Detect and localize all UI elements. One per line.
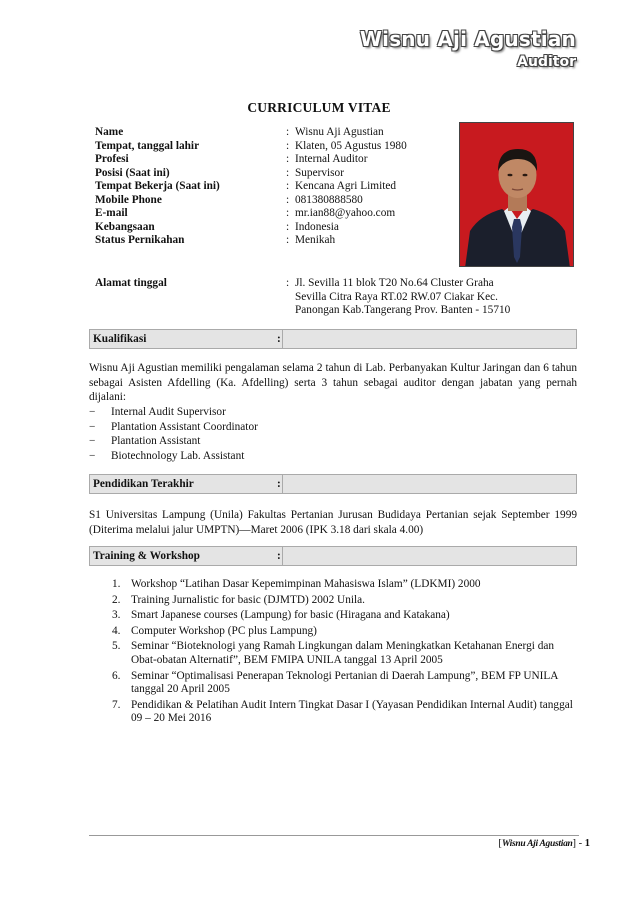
info-colon: : xyxy=(286,180,290,192)
footer-name: Wisnu Aji Agustian xyxy=(501,839,573,849)
page-number: 1 xyxy=(584,838,590,849)
list-number: 2. xyxy=(112,593,121,606)
header-role: Auditor xyxy=(517,54,576,70)
dash-bullet: − xyxy=(89,435,96,447)
info-label: E-mail xyxy=(95,207,128,219)
kualifikasi-paragraph: Wisnu Aji Agustian memiliki pengalaman selama 2 tahun di Lab. Perbanyakan Kultur Jaringan dan 6 tahun sebagai Asisten Afdelling (Ka. Afdelling) serta 3 tahun sebagai auditor dengan jabatan yang pernah dijalani: xyxy=(89,362,577,403)
address-line: Panongan Kab.Tangerang Prov. Banten - 15710 xyxy=(295,304,511,316)
info-label: Status Pernikahan xyxy=(95,234,185,246)
info-value: Menikah xyxy=(295,234,336,246)
section-colon: : xyxy=(277,478,281,490)
info-colon: : xyxy=(286,207,290,219)
list-item xyxy=(112,609,582,623)
list-item xyxy=(112,670,582,697)
info-colon: : xyxy=(286,234,290,246)
info-value: Indonesia xyxy=(295,220,339,233)
section-title: Training & Workshop xyxy=(93,550,200,562)
list-item-text: Seminar “Bioteknologi yang Ramah Lingkungan dalam Meningkatkan Ketahanan Energi dan Obat-obatan Alternatif”, BEM FMIPA UNILA tanggal 13 April 2005 xyxy=(131,640,554,666)
list-item xyxy=(112,578,582,592)
info-colon: : xyxy=(286,153,290,165)
section-divider xyxy=(282,330,283,348)
dash-bullet: − xyxy=(89,406,96,418)
page-footer xyxy=(498,838,590,849)
address-value xyxy=(295,277,595,318)
list-item xyxy=(112,699,582,726)
info-label: Mobile Phone xyxy=(95,193,162,206)
list-item xyxy=(112,594,582,608)
list-number: 3. xyxy=(112,609,121,622)
info-value: Kencana Agri Limited xyxy=(295,180,397,192)
section-colon: : xyxy=(277,550,281,562)
list-item xyxy=(89,449,258,464)
section-title: Pendidikan Terakhir xyxy=(93,478,194,490)
list-item-text: Workshop “Latihan Dasar Kepemimpinan Mahasiswa Islam” (LDKMI) 2000 xyxy=(131,578,481,590)
info-value: mr.ian88@yahoo.com xyxy=(295,207,396,219)
info-value: Klaten, 05 Agustus 1980 xyxy=(295,139,407,152)
list-number: 7. xyxy=(112,698,121,711)
list-item xyxy=(89,434,258,449)
section-header-pendidikan xyxy=(89,474,577,494)
info-value: 081380888580 xyxy=(295,193,363,206)
footer-bracket-close: ] xyxy=(572,838,576,849)
list-item xyxy=(112,625,582,639)
list-number: 5. xyxy=(112,640,121,653)
list-item-text: Training Jurnalistic for basic (DJMTD) 2002 Unila. xyxy=(131,593,365,606)
list-item-text: Pendidikan & Pelatihan Audit Intern Tingkat Dasar I (Yayasan Pendidikan Internal Audit) tanggal 09 – 20 Mei 2016 xyxy=(131,698,573,725)
info-label: Kebangsaan xyxy=(95,220,155,233)
kualifikasi-list xyxy=(89,405,258,463)
info-label: Tempat Bekerja (Saat ini) xyxy=(95,180,220,192)
list-item-text: Computer Workshop (PC plus Lampung) xyxy=(131,624,317,637)
footer-bracket-open: [ xyxy=(498,838,502,849)
pendidikan-paragraph: S1 Universitas Lampung (Unila) Fakultas Pertanian Jurusan Budidaya Pertanian sejak September 1999 (Diterima melalui jalur UMPTN)—Maret 2006 (IPK 3.18 dari skala 4.00) xyxy=(89,509,577,536)
section-divider xyxy=(282,547,283,565)
list-item xyxy=(89,420,258,435)
footer-separator: - xyxy=(578,838,583,849)
info-value: Supervisor xyxy=(295,166,344,179)
dash-bullet: − xyxy=(89,449,96,462)
info-value: Wisnu Aji Agustian xyxy=(295,126,384,138)
list-item-text: Internal Audit Supervisor xyxy=(111,406,226,418)
info-label: Tempat, tanggal lahir xyxy=(95,139,200,152)
section-title: Kualifikasi xyxy=(93,333,147,345)
section-colon: : xyxy=(277,333,281,345)
list-item-text: Plantation Assistant Coordinator xyxy=(111,420,258,433)
info-colon: : xyxy=(286,220,290,233)
list-item-text: Smart Japanese courses (Lampung) for basic (Hiragana and Katakana) xyxy=(131,609,450,622)
list-item xyxy=(89,405,258,420)
section-header-kualifikasi xyxy=(89,329,577,349)
section-header-training xyxy=(89,546,577,566)
info-colon: : xyxy=(286,126,290,138)
page-title: CURRICULUM VITAE xyxy=(247,100,391,115)
list-item xyxy=(112,640,582,667)
info-colon: : xyxy=(286,166,290,179)
address-line: Jl. Sevilla 11 blok T20 No.64 Cluster Graha xyxy=(295,277,494,289)
dash-bullet: − xyxy=(89,420,96,433)
info-label: Profesi xyxy=(95,153,129,165)
list-item-text: Plantation Assistant xyxy=(111,435,201,447)
header-name: Wisnu Aji Agustian xyxy=(359,27,576,51)
info-colon: : xyxy=(286,193,290,206)
info-colon: : xyxy=(286,139,290,152)
list-item-text: Seminar “Optimalisasi Penerapan Teknologi Pertanian di Daerah Lampung”, BEM FP UNILA tanggal 20 April 2005 xyxy=(131,669,558,696)
list-number: 4. xyxy=(112,624,121,637)
section-divider xyxy=(282,475,283,493)
list-number: 6. xyxy=(112,669,121,682)
address-colon: : xyxy=(286,277,290,289)
info-label: Posisi (Saat ini) xyxy=(95,166,170,179)
training-list xyxy=(112,578,582,728)
list-item-text: Biotechnology Lab. Assistant xyxy=(111,449,245,462)
footer-divider xyxy=(89,835,579,836)
info-value: Internal Auditor xyxy=(295,153,368,165)
address-label: Alamat tinggal xyxy=(95,277,167,289)
address-line: Sevilla Citra Raya RT.02 RW.07 Ciakar Kec. xyxy=(295,290,498,303)
profile-photo xyxy=(459,122,574,267)
list-number: 1. xyxy=(112,578,121,590)
info-label: Name xyxy=(95,126,124,138)
